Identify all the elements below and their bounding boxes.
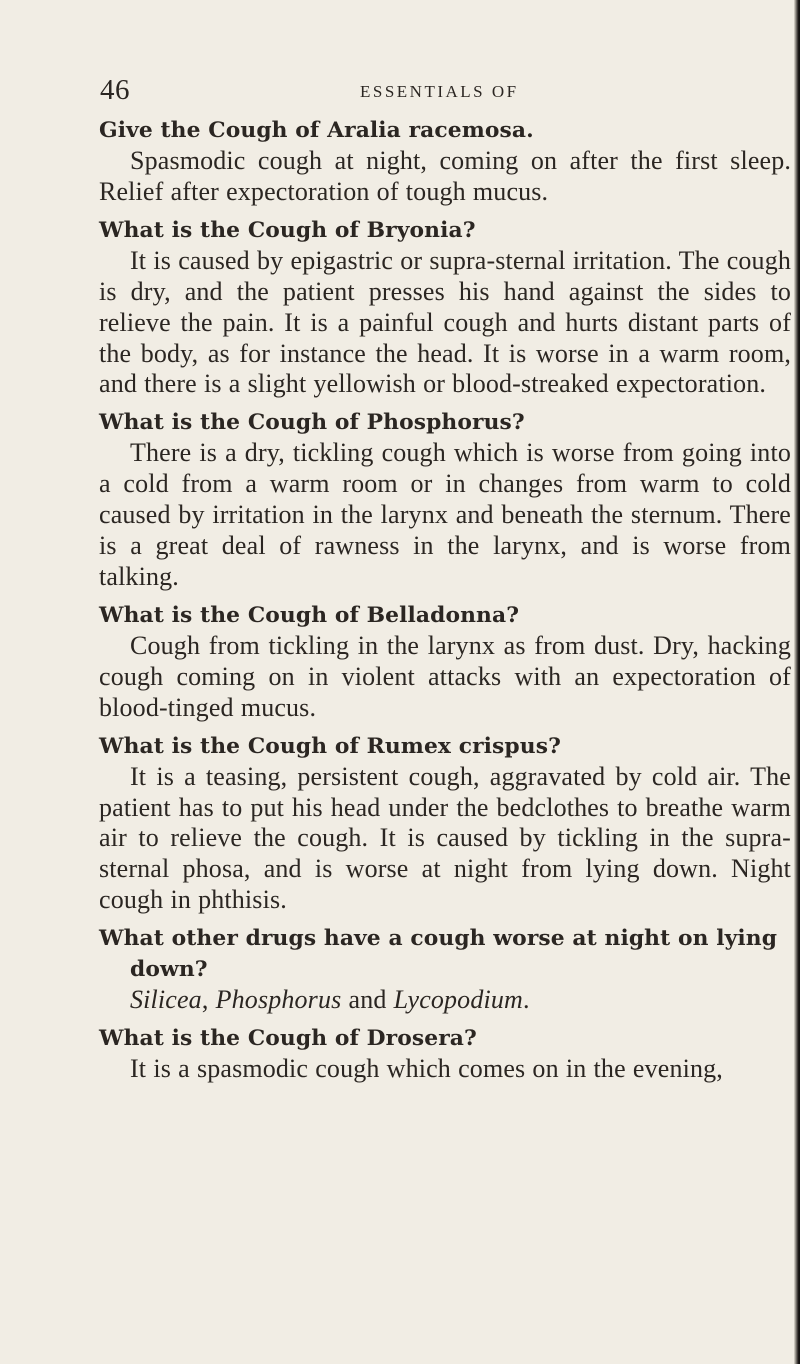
page-edge-shadow <box>794 0 800 1364</box>
running-title: ESSENTIALS OF <box>360 82 519 101</box>
running-head <box>100 74 660 108</box>
drug-end: . <box>522 985 530 1015</box>
question-aralia: Give the Cough of Aralia racemosa. <box>99 118 534 143</box>
answer-aralia: Spasmodic cough at night, coming on after the first sleep. Relief after expectoration of tough mucus. <box>99 146 791 206</box>
question-rumex: What is the Cough of Rumex crispus? <box>99 733 561 759</box>
drug-lycopodium: Lycopodium <box>393 985 523 1015</box>
answer-phosphorus: There is a dry, tickling cough which is worse from going into a cold from a warm room or in changes from warm to cold caused by irritation in the larynx and beneath the sternum. There is a great deal of rawness in the larynx, and is worse from talking. <box>99 438 791 591</box>
drug-silicea: Silicea <box>130 985 202 1015</box>
page-number: 46 <box>100 74 130 106</box>
answer-drosera: It is a spasmodic cough which comes on in the evening, <box>130 1054 723 1084</box>
drug-phosphorus: Phosphorus <box>215 985 342 1015</box>
drug-conjunction: and <box>341 985 394 1015</box>
question-bryonia: What is the Cough of Bryonia? <box>99 217 476 243</box>
answer-bryonia: It is caused by epigastric or supra-sternal irritation. The cough is dry, and the patient presses his hand against the sides to relieve the pain. It is a painful cough and hurts distant parts of the body, as for instance the head. It is worse in a warm room, and there is a slight yellowish or blood-streaked expectoration. <box>99 245 791 399</box>
body-text <box>99 115 791 1085</box>
question-phosphorus: What is the Cough of Phosphorus? <box>99 410 525 436</box>
answer-other-drugs <box>99 985 791 1016</box>
drug-separator: , <box>201 985 216 1015</box>
answer-belladonna: Cough from tickling in the larynx as from dust. Dry, hacking cough coming on in violent attacks with an expectoration of blood-tinged mucus. <box>99 630 791 722</box>
question-other-drugs: What other drugs have a cough worse at night on lying down? <box>99 926 778 983</box>
question-drosera: What is the Cough of Drosera? <box>99 1026 477 1052</box>
question-belladonna: What is the Cough of Belladonna? <box>99 602 520 628</box>
answer-rumex: It is a teasing, persistent cough, aggravated by cold air. The patient has to put his head under the bedclothes to breathe warm air to relieve the cough. It is caused by tickling in the supra-sternal phosa, and is worse at night from lying down. Night cough in phthisis. <box>99 761 791 915</box>
